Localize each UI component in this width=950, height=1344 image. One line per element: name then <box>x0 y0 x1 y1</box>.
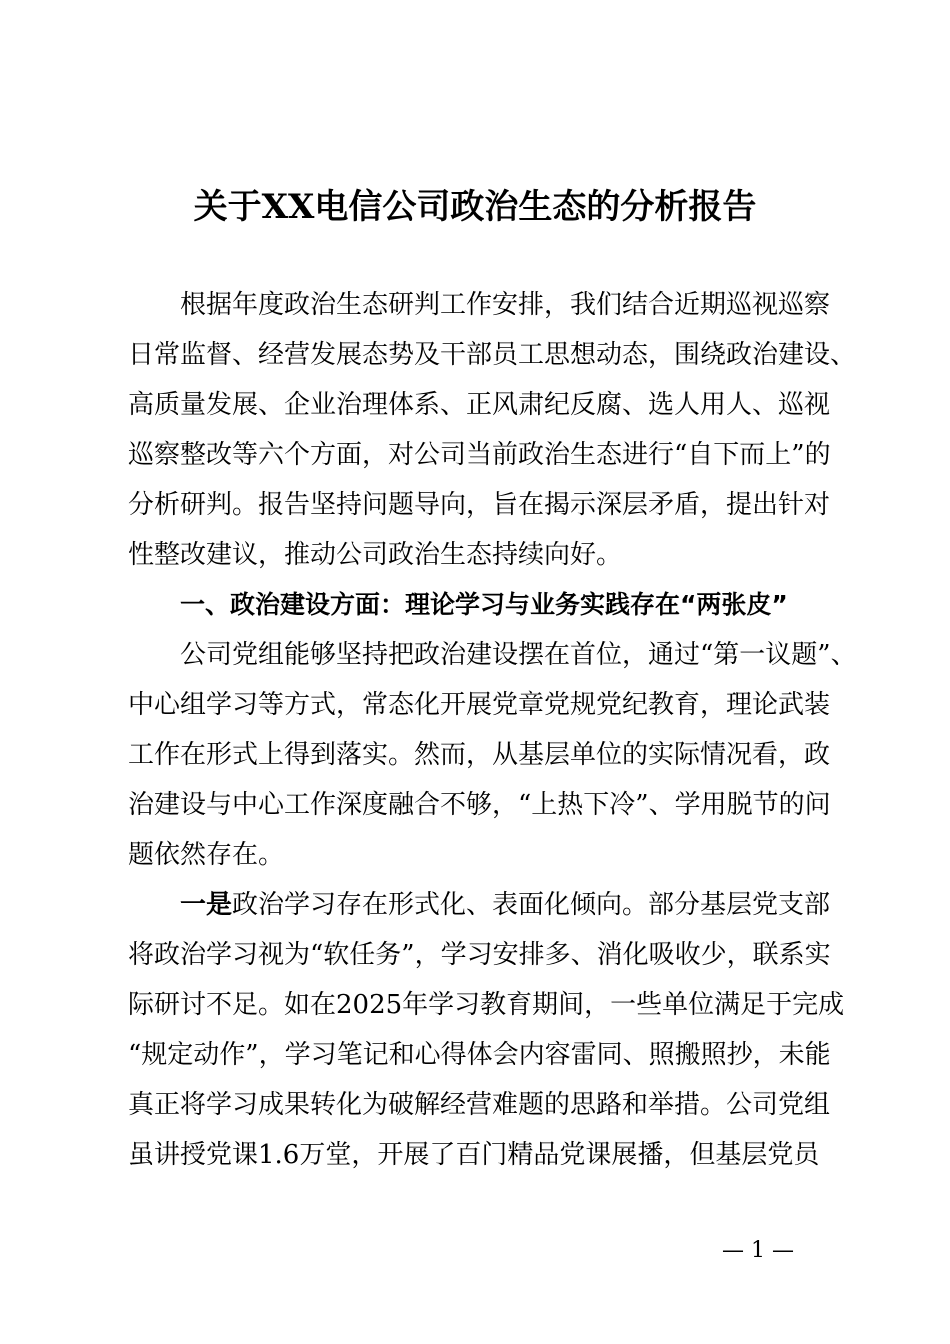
text-line: 性整改建议，推动公司政治生态持续向好。 <box>128 540 623 570</box>
text-line: 公司党组能够坚持把政治建设摆在首位，通过“第一议题”、 <box>180 640 857 670</box>
page-number: — 1 — <box>722 1238 794 1263</box>
section-heading: 一、政治建设方面：理论学习与业务实践存在“两张皮” <box>180 590 788 619</box>
text-line: 际研讨不足。如在2025年学习教育期间，一些单位满足于完成 <box>128 990 845 1020</box>
text-line: 虽讲授党课1.6万堂，开展了百门精品党课展播，但基层党员 <box>128 1140 820 1170</box>
text-line: 分析研判。报告坚持问题导向，旨在揭示深层矛盾，提出针对 <box>128 490 831 520</box>
text-line: 高质量发展、企业治理体系、正风肃纪反腐、选人用人、巡视 <box>128 390 831 420</box>
text-line: 日常监督、经营发展态势及干部员工思想动态，围绕政治建设、 <box>128 340 857 370</box>
line-text: 政治学习存在形式化、表面化倾向。部分基层党支部 <box>232 890 831 920</box>
text-line: 中心组学习等方式，常态化开展党章党规党纪教育，理论武装 <box>128 690 831 720</box>
lead-bold: 一是 <box>180 890 233 920</box>
text-line: “规定动作”，学习笔记和心得体会内容雷同、照搬照抄，未能 <box>128 1040 831 1070</box>
text-line: 工作在形式上得到落实。然而，从基层单位的实际情况看，政 <box>128 740 831 770</box>
text-line: 题依然存在。 <box>128 840 285 870</box>
text-line: 将政治学习视为“软任务”，学习安排多、消化吸收少，联系实 <box>128 940 831 970</box>
document-title: 关于XX电信公司政治生态的分析报告 <box>193 187 757 227</box>
text-line: 巡察整改等六个方面，对公司当前政治生态进行“自下而上”的 <box>128 440 831 470</box>
text-line <box>180 880 830 930</box>
text-line: 真正将学习成果转化为破解经营难题的思路和举措。公司党组 <box>128 1090 831 1120</box>
text-line: 治建设与中心工作深度融合不够，“上热下冷”、学用脱节的问 <box>128 790 831 820</box>
text-line: 根据年度政治生态研判工作安排，我们结合近期巡视巡察 <box>180 290 831 320</box>
